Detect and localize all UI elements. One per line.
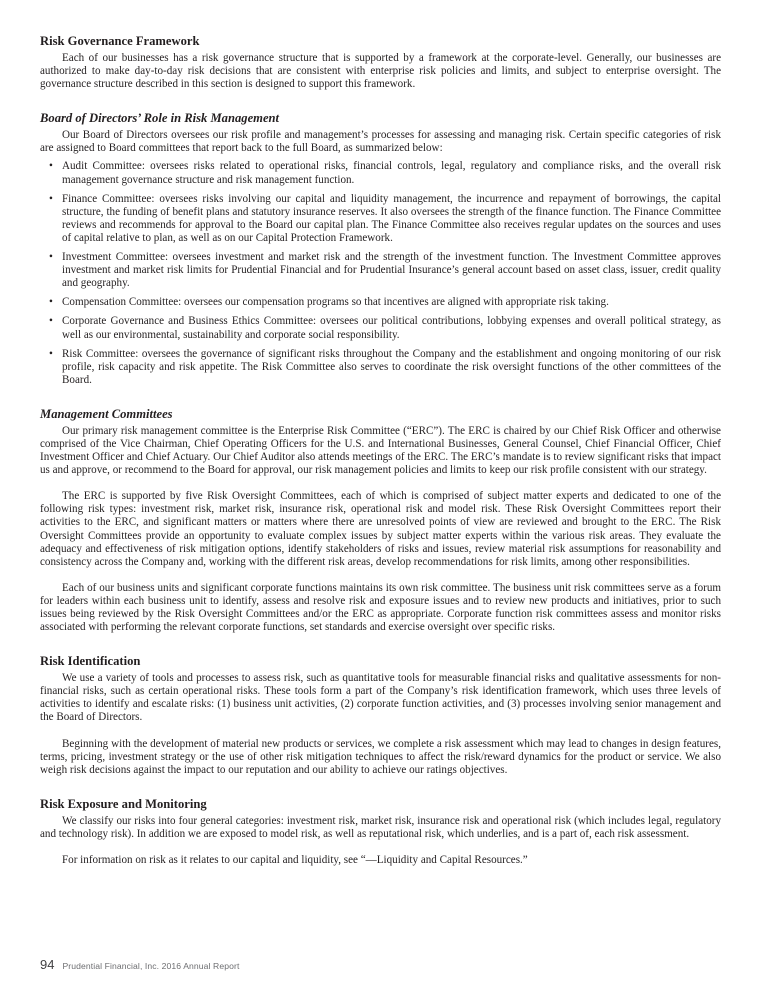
section-heading: Risk Identification	[40, 654, 141, 669]
section-board-role	[40, 111, 721, 387]
list-item-text: Risk Committee: oversees the governance of significant risks throughout the Company and the establishment and ongoing monitoring of our risk profile, risk capacity and risk appetite. The Risk Committee also serves to coordinate the risk oversight functions of the other committees of the Board.	[62, 347, 721, 386]
paragraph: Our Board of Directors oversees our risk profile and management’s processes for assessing and managing risk. Certain specific categories of risk are assigned to Board committees that report back to the full Board, as summarized below:	[40, 129, 721, 155]
list-item-text: Corporate Governance and Business Ethics Committee: oversees our political contributions, lobbying expenses and overall political strategy, as well as our environmental, sustainability and corporate social responsibility.	[62, 315, 721, 341]
section-heading: Risk Exposure and Monitoring	[40, 796, 207, 811]
publication-title: Prudential Financial, Inc. 2016 Annual Report	[62, 961, 240, 971]
list-item-compensation-committee	[40, 296, 721, 309]
section-risk-exposure-monitoring	[40, 797, 721, 867]
list-item-text: Compensation Committee: oversees our compensation programs so that incentives are aligned with appropriate risk taking.	[62, 296, 609, 309]
list-item-text: Audit Committee: oversees risks related to operational risks, financial controls, legal, regulatory and compliance risks, and the overall risk management governance structure and risk management function.	[62, 160, 721, 186]
section-risk-identification	[40, 654, 721, 777]
paragraph: For information on risk as it relates to our capital and liquidity, see “—Liquidity and Capital Resources.”	[62, 854, 528, 867]
page-footer	[40, 957, 239, 972]
document-page	[40, 34, 721, 887]
list-item-risk-committee	[40, 348, 721, 387]
section-management-committees	[40, 407, 721, 634]
committee-list	[40, 160, 721, 386]
bullet-icon: •	[49, 347, 53, 360]
bullet-icon: •	[49, 192, 53, 205]
paragraph: We use a variety of tools and processes to assess risk, such as quantitative tools for measurable financial risks and qualitative assessments for non-financial risks, such as certain operational risks. These tools form a part of the Company’s risk identification framework, which uses three levels of activities to identify and escalate risks: (1) business unit activities, (2) corporate function activities, and (3) processes involving senior management and the Board of Directors.	[40, 672, 721, 724]
list-item-finance-committee	[40, 193, 721, 245]
paragraph: Beginning with the development of material new products or services, we complete a risk assessment which may lead to changes in design features, terms, pricing, investment strategy or the use of other risk mitigation techniques to affect the risk/reward dynamics for the product or service. We also weigh risk decisions against the impact to our reputation and our ability to achieve our ratings objectives.	[40, 737, 721, 776]
list-item-governance-committee	[40, 315, 721, 341]
list-item-text: Finance Committee: oversees risks involving our capital and liquidity management, the incurrence and repayment of borrowings, the capital structure, the funding of benefit plans and statutory insurance reserves. It also oversees the strength of the finance function. The Finance Committee reviews and recommends for approval to the Board our capital plan. The Finance Committee also receives regular updates on the sources and uses of capital relative to plan, as well as on our Capital Protection Framework.	[62, 192, 721, 244]
bullet-icon: •	[49, 296, 53, 309]
bullet-icon: •	[49, 251, 53, 264]
paragraph: Each of our business units and significant corporate functions maintains its own risk committee. The business unit risk committees serve as a forum for leaders within each business unit to identify, assess and resolve risk and exposure issues and to review new products and initiatives, prior to such issues being reviewed by the Risk Oversight Committees and/or the ERC as appropriate. Corporate function risk committees assess and monitor risks associated with performing the relevant corporate functions, set standards and exercise oversight over specific risks.	[40, 581, 721, 634]
paragraph: We classify our risks into four general categories: investment risk, market risk, insurance risk and operational risk (which includes legal, regulatory and technology risk). In addition we are exposed to model risk, as well as reputational risk, which underlies, and is a part of, each risk assessment.	[40, 814, 721, 840]
section-heading: Management Committees	[40, 406, 173, 421]
list-item-text: Investment Committee: oversees investment and market risk and the strength of the investment function. The Investment Committee approves investment and market risk limits for Prudential Financial and for Prudential Insurance’s general account based on asset class, issuer, credit quality and geography.	[62, 251, 721, 290]
list-item-audit-committee	[40, 160, 721, 186]
section-heading: Board of Directors’ Role in Risk Management	[40, 111, 280, 126]
page-number: 94	[40, 957, 55, 972]
section-risk-governance-framework	[40, 34, 721, 91]
bullet-icon: •	[49, 160, 53, 173]
bullet-icon: •	[49, 315, 53, 328]
section-heading: Risk Governance Framework	[40, 34, 200, 48]
paragraph: Each of our businesses has a risk governance structure that is supported by a framework at the corporate-level. Generally, our businesses are authorized to make day-to-day risk decisions that are consistent with enterprise risk policies and limits, and subject to enterprise oversight. The governance structure described in this section is designed to support this framework.	[40, 52, 721, 91]
paragraph: Our primary risk management committee is the Enterprise Risk Committee (“ERC”). The ERC is chaired by our Chief Risk Officer and otherwise comprised of the Vice Chairman, Chief Operating Officers for the U.S. and International Businesses, General Counsel, Chief Financial Officer, Chief Investment Officer and Chief Actuary. Our Chief Auditor also attends meetings of the ERC. The ERC’s mandate is to review significant risks that impact us and approve, or recommend to the Board for approval, our risk management policies and limits to keep our risk profile consistent with our strategy.	[40, 424, 721, 477]
list-item-investment-committee	[40, 251, 721, 290]
paragraph: The ERC is supported by five Risk Oversight Committees, each of which is comprised of subject matter experts and dedicated to one of the following risk types: investment risk, market risk, insurance risk, operational risk and model risk. These Risk Oversight Committees report their activities to the ERC, and significant matters or matters where there are unresolved points of view are reviewed and brought to the ERC. The Risk Oversight Committees provide an opportunity to evaluate complex issues by subject matter experts within the various risk areas. They evaluate the adequacy and effectiveness of risk mitigation options, identify stakeholders of risks and issues, review material risk assumptions for reasonability and consistency across the Company and, working with the different risk areas, develop recommendations for risk limits, among other responsibilities.	[40, 490, 721, 568]
